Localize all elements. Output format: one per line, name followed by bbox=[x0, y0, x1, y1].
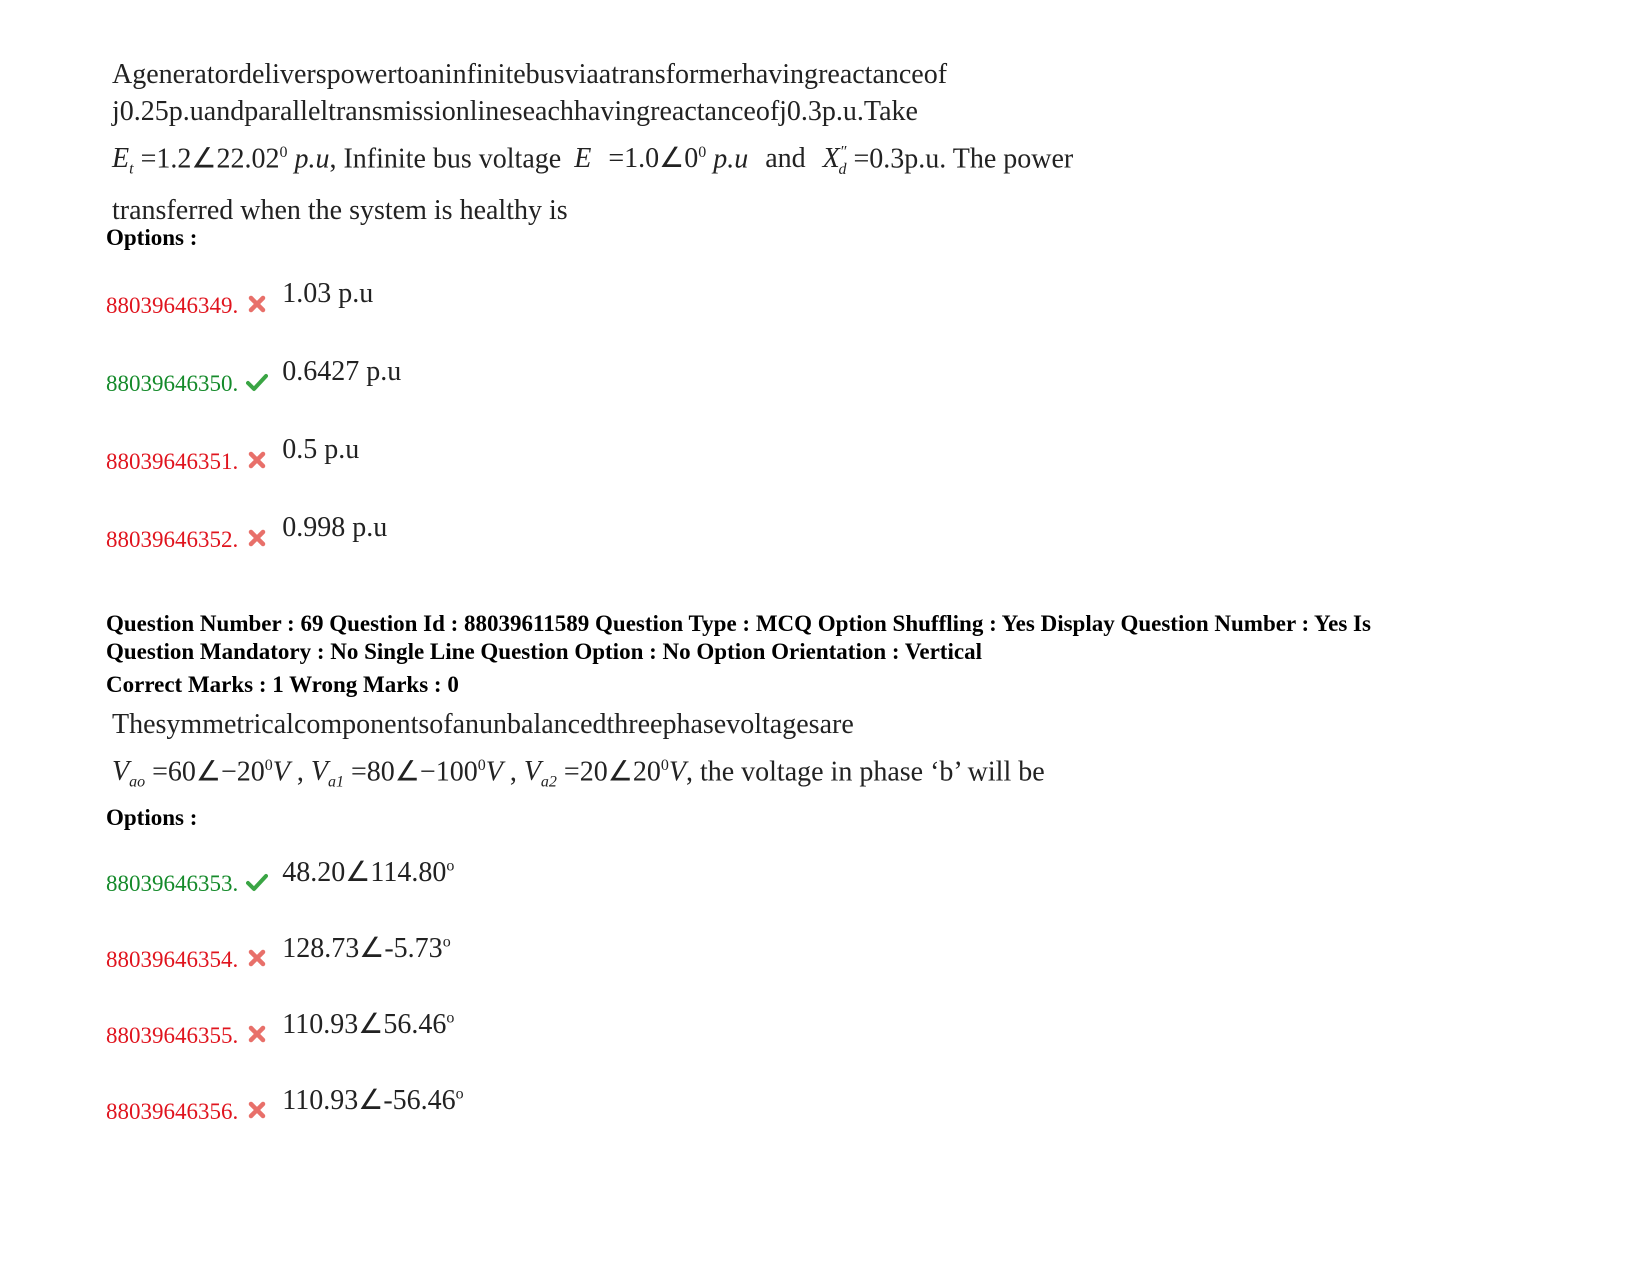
q69-line-1-word: components bbox=[293, 709, 430, 740]
v2-symbol: $V_{a2}$ bbox=[523, 756, 557, 791]
q68-option-2[interactable] bbox=[106, 356, 402, 404]
v1-value: =80∠−100 bbox=[351, 756, 478, 788]
q69-meta-line-1: Question Number : 69 Question Id : 88039611589 Question Type : MCQ Option Shuffling : Yes Display Question Number : Yes Is bbox=[106, 611, 1371, 636]
option-value: 48.20∠114.80$^o$ bbox=[282, 857, 455, 888]
q68-line-2-word: parallel bbox=[244, 96, 329, 127]
option-value: 0.998 p.u bbox=[282, 512, 388, 543]
q69-option-4[interactable] bbox=[106, 1085, 464, 1132]
q68-line-1-word: power bbox=[326, 59, 397, 90]
q68-line-1 bbox=[112, 56, 1262, 93]
q69-line-1-word: an bbox=[452, 709, 480, 740]
e-value: =1.0∠0 bbox=[608, 143, 699, 175]
v1-symbol: $V_{a1}$ bbox=[310, 756, 345, 791]
v1-unit: V bbox=[485, 756, 503, 788]
q69-line-1-word: of bbox=[429, 709, 453, 740]
cross-icon bbox=[246, 293, 268, 315]
option-id: 88039646354. bbox=[106, 947, 239, 972]
q68-option-4[interactable] bbox=[106, 512, 388, 560]
q68-line-1-word: of bbox=[923, 59, 948, 90]
q69-line-2: $V_{ao}$ $=60\angle-20^0V$ , $V_{a1}$ $=80\angle-100^0V$ , $V_{a2}$ $=20\angle 20^0V$, the voltage in phase ‘b’ will be bbox=[112, 756, 1045, 791]
q69-meta-line-2: Question Mandatory : No Single Line Question Option : No Option Orientation : Vertical bbox=[106, 639, 982, 664]
v0-sup: 0 bbox=[264, 757, 273, 774]
v0-unit: V bbox=[272, 756, 290, 788]
cross-icon bbox=[246, 527, 268, 549]
q68-line-1-word: A bbox=[112, 59, 133, 90]
q68-line-1-word: having bbox=[741, 59, 819, 90]
cross-icon bbox=[246, 449, 268, 471]
option-id: 88039646355. bbox=[106, 1023, 239, 1048]
q69-line-1-word: The bbox=[112, 709, 156, 740]
q68-line-2-word: and bbox=[203, 96, 245, 127]
q68-line-2-word: having bbox=[573, 96, 651, 127]
q69-marks-line: Correct Marks : 1 Wrong Marks : 0 bbox=[106, 672, 459, 697]
option-value: 1.03 p.u bbox=[282, 278, 374, 309]
option-id: 88039646353. bbox=[106, 871, 239, 896]
q68-line-2-word: lines bbox=[469, 96, 523, 127]
q69-line-1-word: symmetrical bbox=[155, 709, 294, 740]
cross-icon bbox=[246, 1099, 268, 1121]
q69-line-1-word: three bbox=[606, 709, 663, 740]
q69-line-1-word: unbalanced bbox=[479, 709, 607, 740]
q68-line-1-word: bus bbox=[525, 59, 565, 90]
option-id: 88039646351. bbox=[106, 449, 239, 474]
e-symbol: E bbox=[574, 143, 592, 175]
option-id: 88039646356. bbox=[106, 1099, 239, 1124]
option-value: 0.5 p.u bbox=[282, 434, 360, 465]
q68-line-1-word: generator bbox=[132, 59, 238, 90]
and-text: and bbox=[765, 143, 806, 175]
question-69-text bbox=[112, 706, 1262, 801]
q68-option-1[interactable] bbox=[106, 278, 374, 326]
q68-option-3[interactable] bbox=[106, 434, 360, 482]
x-value: =0.3p.u bbox=[853, 143, 940, 175]
q68-line-2-word: p.u. bbox=[821, 96, 864, 127]
q68-line-2-word: j0.25 bbox=[112, 96, 169, 127]
check-icon bbox=[246, 371, 268, 393]
q69-options-label: Options : bbox=[106, 805, 198, 830]
q68-mid-text: , Infinite bus voltage bbox=[329, 143, 562, 175]
et-sup: 0 bbox=[279, 144, 288, 161]
q68-line-2-word: of bbox=[755, 96, 780, 127]
option-value: 110.93∠56.46$^o$ bbox=[282, 1009, 455, 1040]
q69-line-1-word: are bbox=[819, 709, 854, 740]
q68-options-label: Options : bbox=[106, 225, 198, 250]
q68-line-1-word: delivers bbox=[237, 59, 327, 90]
q68-line-1-word: via bbox=[564, 59, 599, 90]
v2-unit: V bbox=[668, 756, 686, 788]
q68-line-1-word: a bbox=[598, 59, 612, 90]
q69-option-3[interactable] bbox=[106, 1009, 455, 1056]
q68-line-2-word: each bbox=[522, 96, 574, 127]
q69-tail-text: , the voltage in phase ‘b’ will be bbox=[685, 756, 1045, 788]
et-value: =1.2∠22.02 bbox=[140, 143, 280, 175]
q68-line-4: transferred when the system is healthy is bbox=[112, 194, 568, 226]
et-symbol: $E_t$ bbox=[112, 143, 134, 178]
q68-line-1-word: infinite bbox=[444, 59, 526, 90]
q68-line-3 bbox=[112, 134, 1262, 188]
v0-symbol: $V_{ao}$ bbox=[112, 756, 146, 791]
q69-line-1-word: voltages bbox=[726, 709, 820, 740]
v2-sup: 0 bbox=[660, 757, 669, 774]
option-value: 0.6427 p.u bbox=[282, 356, 402, 387]
option-id: 88039646349. bbox=[106, 293, 239, 318]
et-unit: p.u bbox=[294, 143, 330, 175]
q68-line-1-word: reactance bbox=[818, 59, 924, 90]
q69-option-1[interactable] bbox=[106, 857, 455, 904]
v1-sup: 0 bbox=[477, 757, 486, 774]
e-unit: p.u bbox=[713, 143, 749, 175]
q69-line-1-word: phase bbox=[662, 709, 727, 740]
q68-line-2-word: Take bbox=[863, 96, 918, 127]
option-id: 88039646350. bbox=[106, 371, 239, 396]
q68-line-2-word: p.u bbox=[168, 96, 204, 127]
e-sup: 0 bbox=[698, 144, 707, 161]
q69-line-1 bbox=[112, 706, 1262, 743]
q68-line-1-word: transformer bbox=[611, 59, 742, 90]
check-icon bbox=[246, 871, 268, 893]
cross-icon bbox=[246, 1023, 268, 1045]
question-68-text bbox=[112, 56, 1262, 229]
cross-icon bbox=[246, 947, 268, 969]
option-value: 110.93∠-56.46$^o$ bbox=[282, 1085, 464, 1116]
q68-line-2 bbox=[112, 93, 1262, 130]
v2-value: =20∠20 bbox=[563, 756, 661, 788]
option-value: 128.73∠-5.73$^o$ bbox=[282, 933, 451, 964]
q68-tail-text: . The power bbox=[939, 143, 1074, 175]
q68-line-2-word: j0.3 bbox=[779, 96, 822, 127]
q68-line-1-word: to bbox=[396, 59, 419, 90]
q69-option-2[interactable] bbox=[106, 933, 451, 980]
v0-value: =60∠−20 bbox=[152, 756, 265, 788]
option-id: 88039646352. bbox=[106, 527, 239, 552]
q68-line-1-word: an bbox=[418, 59, 445, 90]
x-symbol: $X''_d$ bbox=[822, 143, 847, 178]
q68-line-2-word: reactance bbox=[650, 96, 756, 127]
q68-line-2-word: transmission bbox=[328, 96, 470, 127]
